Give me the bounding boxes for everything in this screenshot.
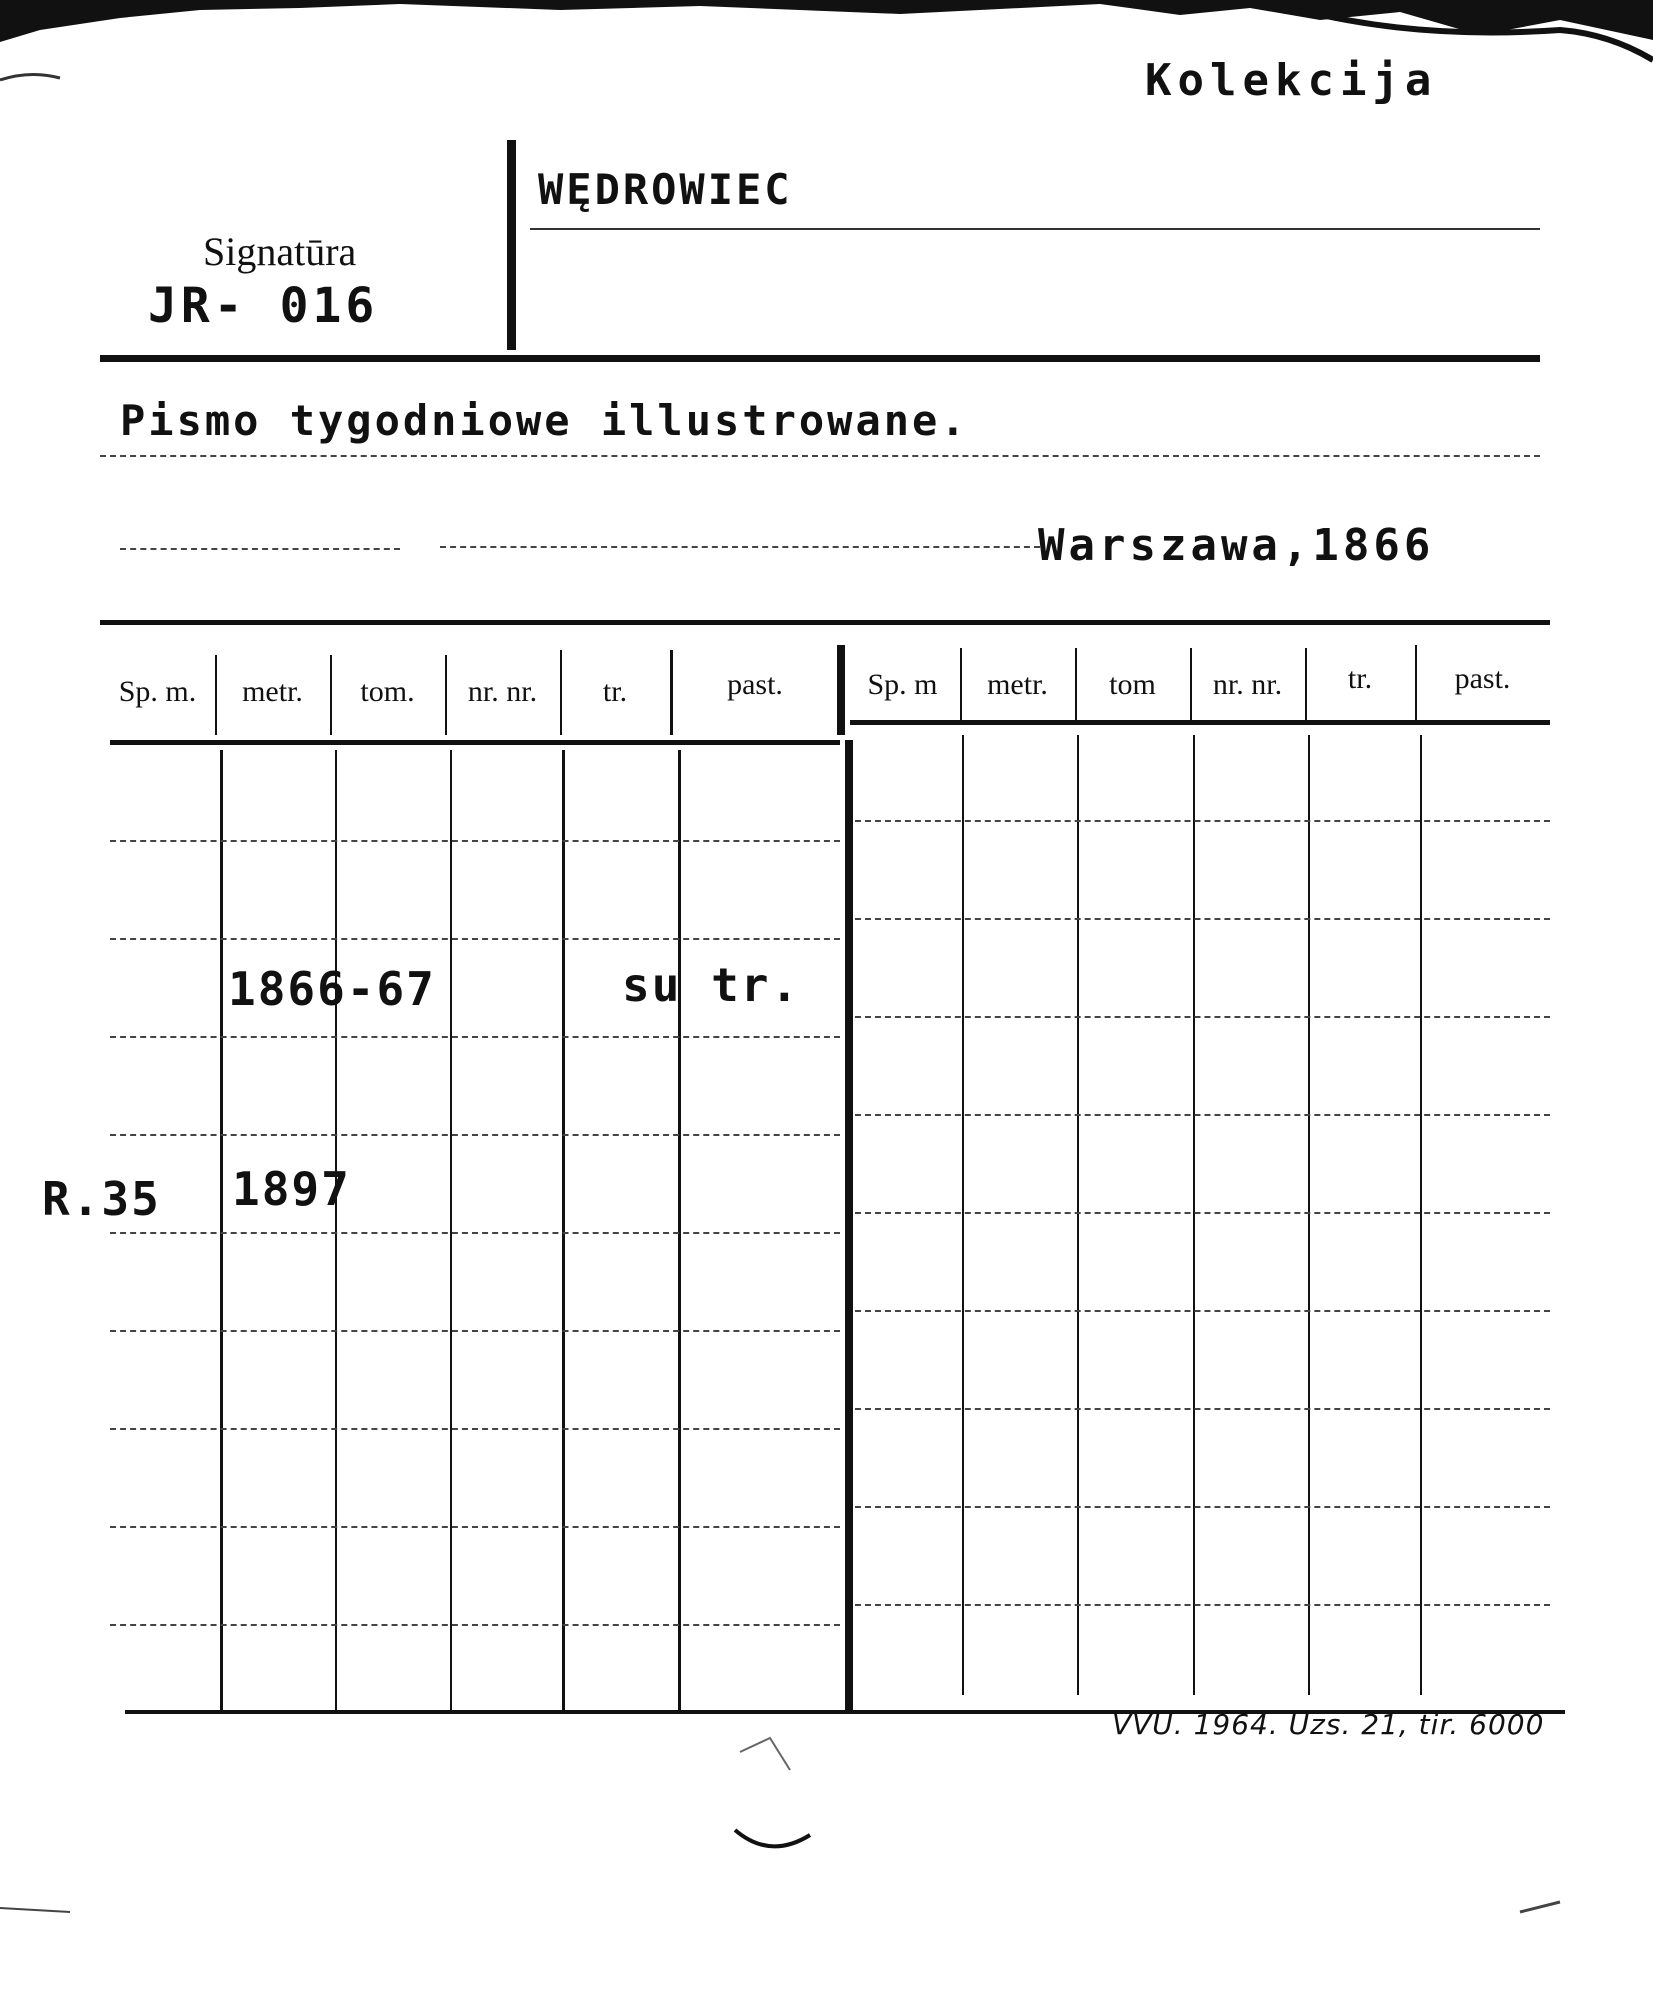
row-line xyxy=(110,938,840,940)
entry-sp-m-2: R.35 xyxy=(42,1172,161,1226)
row-line xyxy=(110,1232,840,1234)
column-line xyxy=(1420,735,1422,1695)
table-top-rule xyxy=(100,620,1550,625)
header-metr: metr. xyxy=(242,675,303,708)
column-line xyxy=(1305,648,1307,723)
column-line xyxy=(330,655,332,735)
header-row-rule xyxy=(110,740,840,745)
signature-label: Signatūra xyxy=(203,229,357,274)
column-line xyxy=(335,750,337,1710)
row-line xyxy=(855,918,1550,920)
entry-metr-1: 1866-67 xyxy=(228,962,436,1016)
description-underline xyxy=(100,455,1540,457)
column-line xyxy=(562,750,565,1710)
header-divider xyxy=(507,140,516,350)
row-line xyxy=(855,1212,1550,1214)
column-line xyxy=(960,648,962,723)
row-line xyxy=(110,840,840,842)
title-underline xyxy=(530,228,1540,230)
column-line xyxy=(220,750,223,1710)
column-line xyxy=(445,655,447,735)
column-line xyxy=(560,650,562,735)
center-divider xyxy=(837,645,845,735)
row-line xyxy=(110,1624,840,1626)
header-tom-right: tom xyxy=(1109,668,1156,701)
row-line xyxy=(855,1310,1550,1312)
center-divider xyxy=(845,740,853,1710)
publication-title: WĘDROWIEC xyxy=(538,165,793,214)
scan-marks-decoration xyxy=(0,1700,1653,2007)
row-line xyxy=(110,1526,840,1528)
row-line xyxy=(110,1428,840,1430)
column-line xyxy=(1075,648,1077,723)
column-line xyxy=(670,650,673,735)
entry-tr-1: su tr. xyxy=(622,958,801,1012)
row-line xyxy=(855,1016,1550,1018)
header-sp-m: Sp. m. xyxy=(118,675,197,708)
entry-metr-2: 1897 xyxy=(232,1162,351,1216)
header-past: past. xyxy=(727,668,783,701)
collection-label: Kolekcija xyxy=(1145,55,1438,106)
row-line xyxy=(110,1134,840,1136)
blank-line xyxy=(440,546,1040,548)
row-line xyxy=(855,1506,1550,1508)
column-line xyxy=(1415,645,1417,723)
row-line xyxy=(855,1114,1550,1116)
header-past-right: past. xyxy=(1454,662,1511,695)
header-nr-nr: nr. nr. xyxy=(467,675,538,708)
header-metr-right: metr. xyxy=(987,668,1048,701)
row-line xyxy=(855,1604,1550,1606)
column-line xyxy=(215,655,217,735)
header-tom: tom. xyxy=(360,675,415,708)
header-row-rule xyxy=(850,720,1550,725)
column-line xyxy=(1193,735,1195,1695)
column-line xyxy=(962,735,964,1695)
column-line xyxy=(1190,648,1192,723)
row-line xyxy=(110,1036,840,1038)
column-line xyxy=(1077,735,1079,1695)
column-line xyxy=(1308,735,1310,1695)
blank-line xyxy=(120,548,400,550)
header-bottom-rule xyxy=(100,355,1540,362)
header-tr: tr. xyxy=(602,675,628,708)
row-line xyxy=(110,1330,840,1332)
signature-value: JR- 016 xyxy=(148,278,379,334)
header-sp-m-right: Sp. m xyxy=(867,668,938,701)
header-tr-right: tr. xyxy=(1347,662,1373,695)
column-line xyxy=(678,750,681,1710)
print-run-note: VVU. 1964. Uzs. 21, tir. 6000 xyxy=(1112,1708,1545,1741)
publication-description: Pismo tygodniowe illustrowane. xyxy=(120,396,969,445)
column-line xyxy=(450,750,452,1710)
row-line xyxy=(855,820,1550,822)
place-and-year: Warszawa,1866 xyxy=(1038,520,1435,571)
header-nr-nr-right: nr. nr. xyxy=(1212,668,1283,701)
row-line xyxy=(855,1408,1550,1410)
